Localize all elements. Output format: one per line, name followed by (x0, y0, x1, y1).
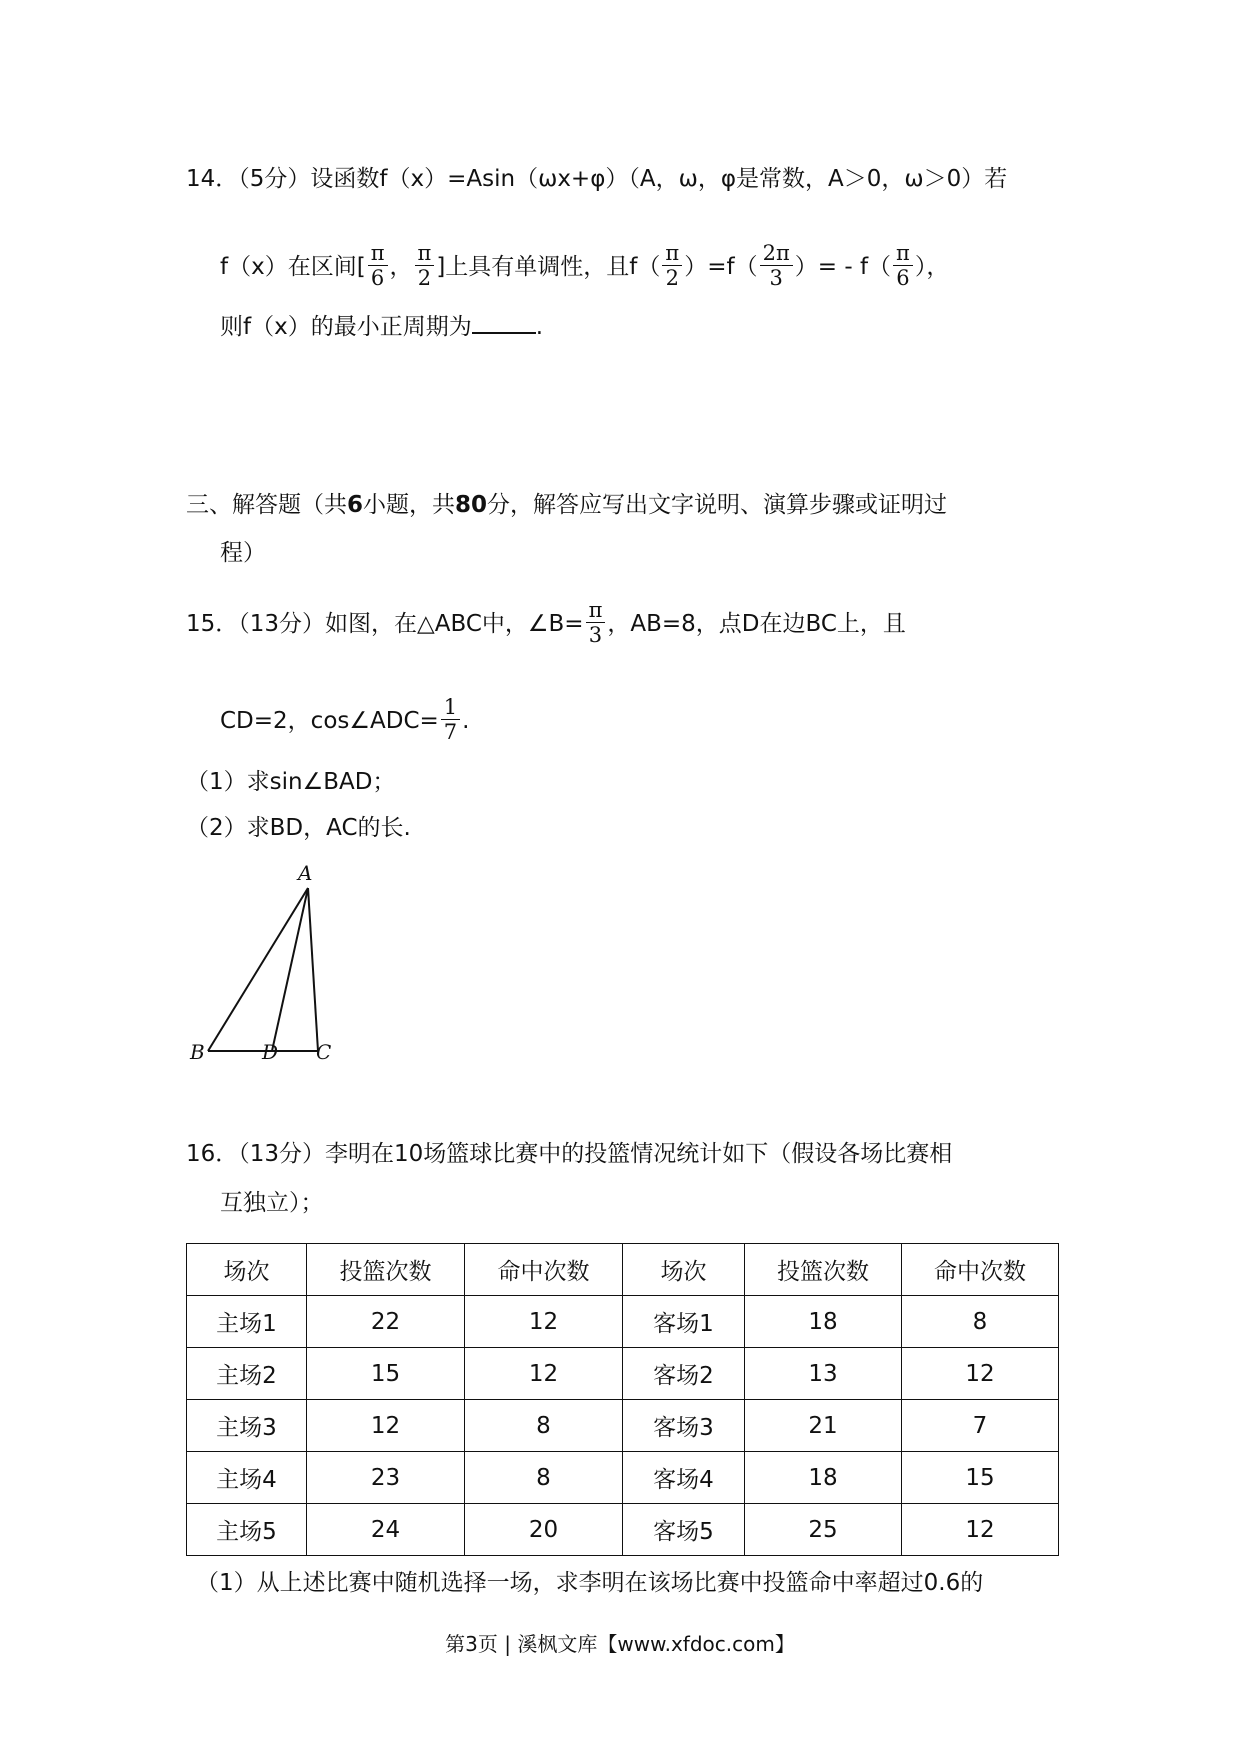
q15-text: 15．（13分）如图，在△ABC中，∠B= (186, 611, 584, 637)
table-cell: 12 (465, 1348, 623, 1400)
fraction (662, 241, 682, 290)
numerator: π (415, 241, 435, 266)
table-row (187, 1348, 1059, 1400)
table-cell: 15 (902, 1452, 1059, 1504)
section-heading (186, 490, 947, 520)
fraction (441, 695, 460, 744)
fraction (893, 241, 913, 290)
q15-line-2 (220, 697, 469, 746)
q14-line-1: 14．（5分）设函数f（x）=Asin（ωx+φ）（A，ω，φ是常数，A＞0，ω＞0）若 (186, 166, 1008, 192)
vertex-label-d: D (262, 1040, 279, 1064)
table-cell: 客场2 (623, 1348, 745, 1400)
heading-text: 分，解答应写出文字说明、演算步骤或证明过 (487, 492, 948, 518)
q15-sub-1: （1）求sin∠BAD； (186, 769, 396, 795)
table-cell: 主场1 (187, 1296, 307, 1348)
numerator: π (586, 598, 606, 623)
section-heading-cont: 程） (220, 540, 266, 566)
header-cell: 投篮次数 (307, 1244, 465, 1296)
vertex-label-c: C (316, 1040, 332, 1064)
q16-sub-1: （1）从上述比赛中随机选择一场，求李明在该场比赛中投篮命中率超过0.6的 (196, 1570, 984, 1596)
q15-line-1 (186, 600, 906, 649)
denominator: 2 (665, 266, 679, 290)
table-cell: 25 (745, 1504, 902, 1556)
heading-text: 小题，共 (363, 492, 456, 518)
table-cell: 15 (307, 1348, 465, 1400)
table-cell: 23 (307, 1452, 465, 1504)
table-cell: 主场5 (187, 1504, 307, 1556)
header-cell: 命中次数 (902, 1244, 1059, 1296)
heading-number: 80 (455, 492, 488, 518)
q14-line-2 (220, 243, 949, 292)
numerator: π (662, 241, 682, 266)
table-cell: 主场2 (187, 1348, 307, 1400)
q15-text: . (462, 708, 470, 734)
q14-text: f（x）在区间[ (220, 254, 366, 280)
header-cell: 场次 (623, 1244, 745, 1296)
page-footer: 第3页 | 溪枫文库【www.xfdoc.com】 (445, 1632, 795, 1656)
table-cell: 主场3 (187, 1400, 307, 1452)
table-row (187, 1504, 1059, 1556)
q14-text: 则f（x）的最小正周期为 (220, 314, 472, 340)
numerator: 2π (760, 241, 793, 266)
q15-sub-2: （2）求BD，AC的长. (186, 815, 411, 841)
q14-line-3 (220, 308, 543, 342)
vertex-label-b: B (190, 1040, 205, 1064)
table-cell: 8 (902, 1296, 1059, 1348)
table-cell: 客场3 (623, 1400, 745, 1452)
table-cell: 主场4 (187, 1452, 307, 1504)
table-row (187, 1452, 1059, 1504)
denominator: 6 (896, 266, 910, 290)
table-header-row (187, 1244, 1059, 1296)
header-cell: 场次 (187, 1244, 307, 1296)
table-cell: 客场5 (623, 1504, 745, 1556)
q14-text: . (535, 314, 544, 340)
q15-text: CD=2，cos∠ADC= (220, 708, 439, 734)
table-cell: 12 (465, 1296, 623, 1348)
triangle-figure (186, 856, 346, 1076)
stats-table (186, 1243, 1059, 1556)
heading-number: 6 (347, 492, 364, 518)
table-cell: 12 (902, 1348, 1059, 1400)
q14-text: ]上具有单调性，且f（ (436, 254, 661, 280)
heading-text: 三、解答题（共 (186, 492, 347, 518)
table-cell: 13 (745, 1348, 902, 1400)
denominator: 7 (443, 720, 458, 744)
table-cell: 18 (745, 1452, 902, 1504)
fraction (760, 241, 793, 290)
denominator: 3 (769, 266, 783, 290)
table-cell: 8 (465, 1452, 623, 1504)
answer-blank[interactable] (472, 308, 536, 334)
edge-ab (208, 888, 308, 1051)
table-row (187, 1400, 1059, 1452)
table-cell: 20 (465, 1504, 623, 1556)
table-cell: 12 (902, 1504, 1059, 1556)
fraction (586, 598, 606, 647)
q16-line-2: 互独立）； (220, 1190, 324, 1216)
table-cell: 8 (465, 1400, 623, 1452)
fraction (415, 241, 435, 290)
vertex-label-a: A (298, 861, 313, 885)
denominator: 3 (588, 623, 603, 647)
table-cell: 21 (745, 1400, 902, 1452)
numerator: π (368, 241, 388, 266)
table-cell: 12 (307, 1400, 465, 1452)
table-cell: 18 (745, 1296, 902, 1348)
table-cell: 客场4 (623, 1452, 745, 1504)
table-cell: 24 (307, 1504, 465, 1556)
table-row (187, 1296, 1059, 1348)
q14-text: ）=f（ (684, 254, 758, 280)
edge-ad (272, 888, 308, 1051)
table-cell: 7 (902, 1400, 1059, 1452)
denominator: 6 (370, 266, 385, 290)
edge-ac (308, 888, 318, 1051)
numerator: 1 (441, 695, 460, 720)
q14-text: ， (389, 254, 413, 280)
denominator: 2 (417, 266, 432, 290)
q14-text: ）， (914, 254, 950, 280)
q15-text: ，AB=8，点D在边BC上，且 (607, 611, 906, 637)
q14-text: ）= - f（ (794, 254, 892, 280)
table-cell: 22 (307, 1296, 465, 1348)
fraction (368, 241, 388, 290)
table-cell: 客场1 (623, 1296, 745, 1348)
header-cell: 投篮次数 (745, 1244, 902, 1296)
q16-line-1: 16．（13分）李明在10场篮球比赛中的投篮情况统计如下（假设各场比赛相 (186, 1141, 953, 1167)
numerator: π (893, 241, 913, 266)
header-cell: 命中次数 (465, 1244, 623, 1296)
